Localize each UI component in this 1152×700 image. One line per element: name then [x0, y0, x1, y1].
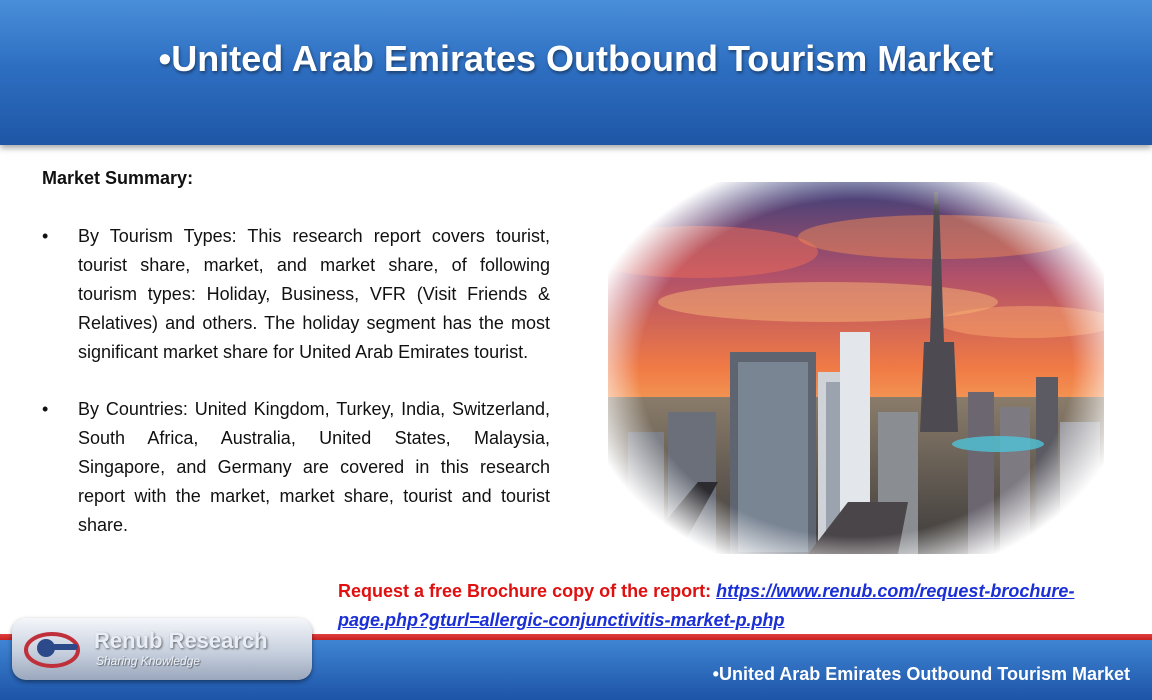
summary-bullet-list — [42, 222, 550, 568]
bullet-text-tourism-types: By Tourism Types: This research report covers tourist, tourist share, market, and market share, of following tourism types: Holiday, Business, VFR (Visit Friends & Relatives) and others. The holiday segment has the most significant market share for United Arab Emirates tourist. — [78, 226, 550, 362]
brochure-label: Request a free Brochure copy of the report: — [338, 581, 717, 601]
footer-title-text: United Arab Emirates Outbound Tourism Market — [718, 664, 1130, 684]
brochure-request — [338, 577, 1138, 635]
brochure-link[interactable]: https://www.renub.com/request-brochure-page.php?gturl=allergic-conjunctivitis-market-p.php — [338, 581, 1075, 630]
skyline-illustration — [608, 182, 1104, 554]
bullet-text-countries: By Countries: United Kingdom, Turkey, India, Switzerland, South Africa, Australia, United States, Malaysia, Singapore, and Germany are covered in this research report with the market, market share, tourist and tourist share. — [78, 399, 550, 535]
title-bullet: • — [158, 38, 172, 79]
footer-title — [713, 664, 1130, 685]
title-text: United Arab Emirates Outbound Tourism Market — [171, 38, 994, 79]
bullet-glyph: • — [42, 399, 49, 419]
renub-research-logo — [12, 618, 312, 680]
list-item — [42, 395, 550, 540]
footer-bullet: • — [712, 664, 719, 684]
header-banner — [0, 0, 1152, 145]
logo-tagline: Sharing Knowledge — [96, 654, 201, 668]
logo-mark-icon — [22, 626, 86, 672]
list-item — [42, 222, 550, 367]
bullet-glyph: • — [42, 226, 49, 246]
market-summary-heading: Market Summary: — [42, 168, 194, 188]
page-title — [0, 38, 1152, 80]
dubai-skyline-photo — [608, 182, 1104, 554]
logo-name: Renub Research — [94, 628, 268, 653]
